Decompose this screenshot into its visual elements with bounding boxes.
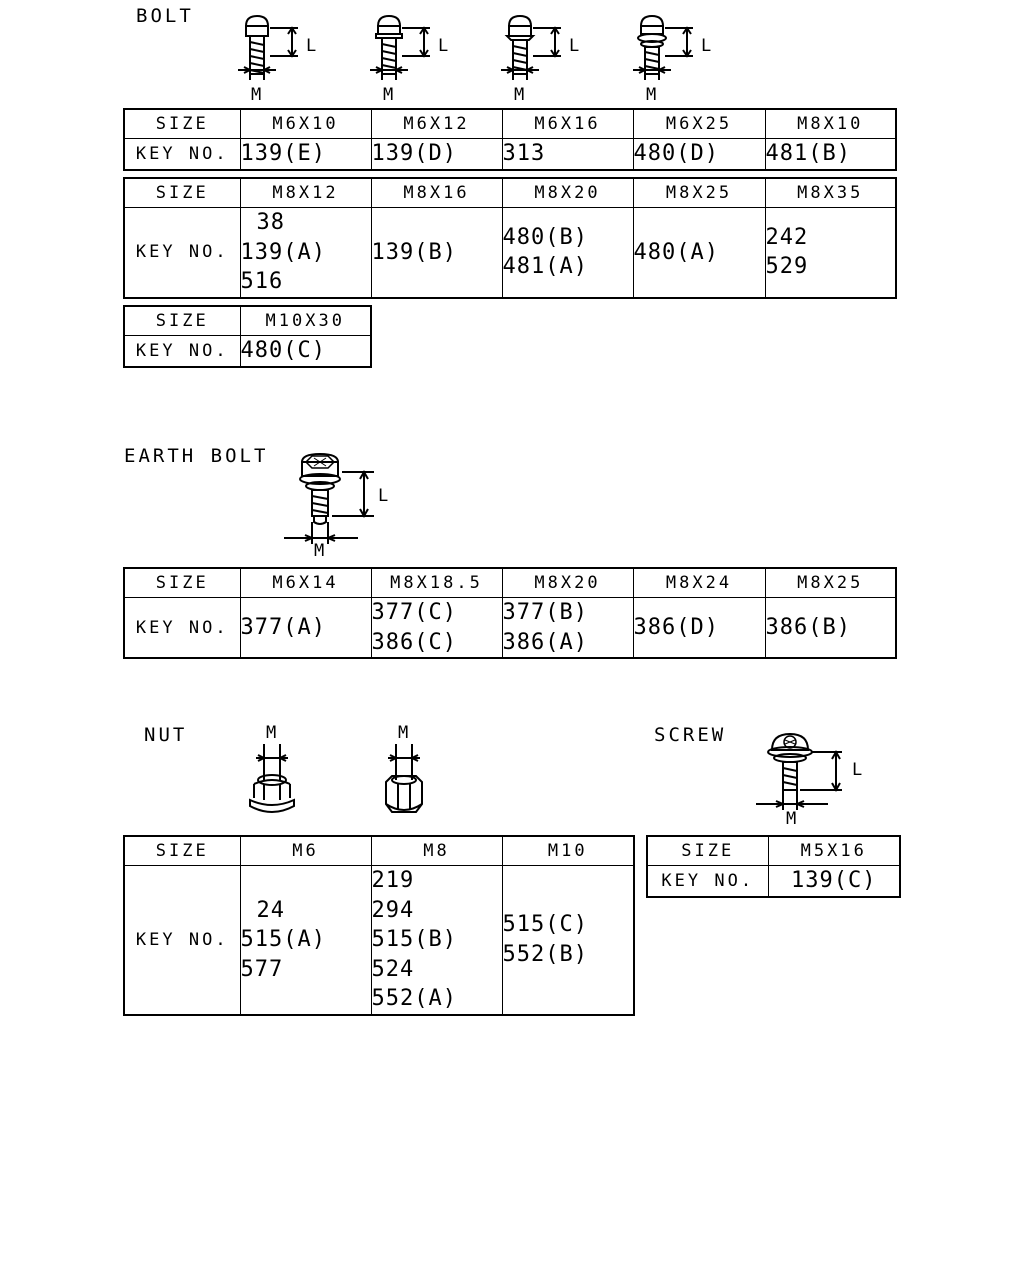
size-row bbox=[124, 109, 896, 139]
flange-nut-icon bbox=[244, 722, 304, 820]
key-cell bbox=[502, 208, 633, 298]
bolt-size-table-2 bbox=[123, 177, 897, 299]
earth-bolt-dim-l-label: L bbox=[378, 486, 389, 506]
key-cell bbox=[371, 598, 502, 659]
bolt-dim-l-label: L bbox=[438, 36, 449, 56]
size-row bbox=[124, 178, 896, 208]
key-cell bbox=[240, 336, 371, 367]
size-cell: M8 bbox=[371, 836, 502, 866]
key-cell bbox=[371, 139, 502, 170]
screw-dim-m-label: M bbox=[786, 809, 797, 829]
screw-title: SCREW bbox=[654, 724, 727, 746]
earth-bolt-icon bbox=[282, 452, 392, 562]
bolt-hex-icon bbox=[236, 12, 326, 104]
size-row bbox=[124, 306, 371, 336]
key-value: 139(C) bbox=[791, 868, 877, 893]
key-value: 481(B) bbox=[765, 141, 851, 166]
size-label: SIZE bbox=[124, 178, 240, 208]
key-value: 515(B) bbox=[371, 927, 457, 952]
key-no-label: KEY NO. bbox=[124, 866, 240, 1015]
nut-size-table bbox=[123, 835, 635, 1016]
bolt-dim-l-label: L bbox=[701, 36, 712, 56]
size-cell: M8X24 bbox=[633, 568, 765, 598]
size-label: SIZE bbox=[124, 306, 240, 336]
key-cell bbox=[765, 208, 896, 298]
key-value: 24 bbox=[256, 897, 285, 923]
key-row bbox=[647, 866, 900, 897]
key-value: 377(B) bbox=[502, 600, 588, 625]
key-value: 377(C) bbox=[371, 600, 457, 625]
key-cell bbox=[371, 208, 502, 298]
key-value: 480(D) bbox=[633, 141, 719, 166]
key-value: 386(D) bbox=[633, 614, 719, 640]
key-value: 515(C) bbox=[502, 912, 588, 938]
bolt-double-washer-icon bbox=[631, 12, 721, 104]
size-label: SIZE bbox=[647, 836, 768, 866]
key-no-label: KEY NO. bbox=[124, 139, 240, 170]
key-value: 481(A) bbox=[502, 254, 588, 280]
key-cell bbox=[768, 866, 900, 897]
key-value: 139(E) bbox=[240, 141, 326, 166]
key-cell bbox=[240, 866, 371, 1015]
key-value: 294 bbox=[371, 897, 415, 923]
size-cell: M8X35 bbox=[765, 178, 896, 208]
key-row bbox=[124, 208, 896, 298]
key-cell bbox=[633, 598, 765, 659]
size-cell: M10X30 bbox=[240, 306, 371, 336]
size-cell: M6X14 bbox=[240, 568, 371, 598]
bolt-dim-m-label: M bbox=[514, 85, 525, 105]
size-cell: M6X16 bbox=[502, 109, 633, 139]
key-cell bbox=[765, 139, 896, 170]
size-label: SIZE bbox=[124, 836, 240, 866]
nut-dim-m-label: M bbox=[266, 723, 277, 743]
key-value: 480(A) bbox=[633, 239, 719, 265]
key-cell bbox=[502, 598, 633, 659]
screw-size-table bbox=[646, 835, 901, 898]
key-cell bbox=[633, 139, 765, 170]
size-row bbox=[124, 836, 634, 866]
bolt-dim-m-label: M bbox=[646, 85, 657, 105]
earth-bolt-size-table bbox=[123, 567, 897, 659]
size-cell: M6X25 bbox=[633, 109, 765, 139]
bolt-size-table-1 bbox=[123, 108, 897, 171]
key-value: 515(A) bbox=[240, 927, 326, 952]
key-row bbox=[124, 336, 371, 367]
size-cell: M8X25 bbox=[765, 568, 896, 598]
size-cell: M5X16 bbox=[768, 836, 900, 866]
size-label: SIZE bbox=[124, 568, 240, 598]
size-cell: M6 bbox=[240, 836, 371, 866]
key-cell bbox=[240, 139, 371, 170]
key-cell bbox=[502, 866, 634, 1015]
size-cell: M6X12 bbox=[371, 109, 502, 139]
size-cell: M8X10 bbox=[765, 109, 896, 139]
size-cell: M8X16 bbox=[371, 178, 502, 208]
bolt-dim-m-label: M bbox=[383, 85, 394, 105]
key-value: 577 bbox=[240, 956, 284, 982]
screw-icon bbox=[750, 730, 870, 830]
size-cell: M8X25 bbox=[633, 178, 765, 208]
key-value: 219 bbox=[371, 868, 415, 893]
key-value: 139(B) bbox=[371, 239, 457, 265]
key-cell bbox=[633, 208, 765, 298]
nut-title: NUT bbox=[144, 724, 188, 746]
bolt-dim-l-label: L bbox=[569, 36, 580, 56]
key-value: 313 bbox=[502, 141, 546, 166]
key-value: 386(B) bbox=[765, 614, 851, 640]
key-no-label: KEY NO. bbox=[124, 598, 240, 659]
key-value: 386(C) bbox=[371, 629, 457, 655]
key-value: 242 bbox=[765, 224, 809, 250]
hex-nut-icon bbox=[378, 722, 438, 820]
earth-bolt-title: EARTH BOLT bbox=[124, 445, 269, 467]
bolt-dim-l-label: L bbox=[306, 36, 317, 56]
size-cell: M8X20 bbox=[502, 568, 633, 598]
screw-dim-l-label: L bbox=[852, 760, 863, 780]
bolt-washer-hex-icon bbox=[368, 12, 458, 104]
key-cell bbox=[371, 866, 502, 1015]
bolt-flange-icon bbox=[499, 12, 589, 104]
key-value: 139(A) bbox=[240, 239, 326, 265]
key-cell bbox=[240, 598, 371, 659]
key-row bbox=[124, 598, 896, 659]
key-value: 524 bbox=[371, 956, 415, 982]
key-value: 516 bbox=[240, 269, 284, 294]
key-value: 480(C) bbox=[240, 338, 326, 363]
key-value: 480(B) bbox=[502, 224, 588, 250]
key-value: 552(A) bbox=[371, 986, 457, 1011]
key-row bbox=[124, 866, 634, 1015]
key-value: 386(A) bbox=[502, 629, 588, 655]
key-no-label: KEY NO. bbox=[647, 866, 768, 897]
size-cell: M6X10 bbox=[240, 109, 371, 139]
size-row bbox=[647, 836, 900, 866]
key-value: 38 bbox=[256, 210, 285, 235]
key-cell bbox=[765, 598, 896, 659]
key-no-label: KEY NO. bbox=[124, 208, 240, 298]
key-value: 529 bbox=[765, 254, 809, 280]
bolt-dim-m-label: M bbox=[251, 85, 262, 105]
size-cell: M8X12 bbox=[240, 178, 371, 208]
size-cell: M10 bbox=[502, 836, 634, 866]
key-no-label: KEY NO. bbox=[124, 336, 240, 367]
key-row bbox=[124, 139, 896, 170]
bolt-title: BOLT bbox=[136, 5, 194, 27]
key-value: 139(D) bbox=[371, 141, 457, 166]
key-cell bbox=[240, 208, 371, 298]
nut-dim-m-label: M bbox=[398, 723, 409, 743]
earth-bolt-dim-m-label: M bbox=[314, 541, 325, 561]
key-cell bbox=[502, 139, 633, 170]
size-row bbox=[124, 568, 896, 598]
key-value: 552(B) bbox=[502, 941, 588, 967]
bolt-size-table-3 bbox=[123, 305, 372, 368]
size-label: SIZE bbox=[124, 109, 240, 139]
size-cell: M8X18.5 bbox=[371, 568, 502, 598]
key-value: 377(A) bbox=[240, 614, 326, 640]
size-cell: M8X20 bbox=[502, 178, 633, 208]
